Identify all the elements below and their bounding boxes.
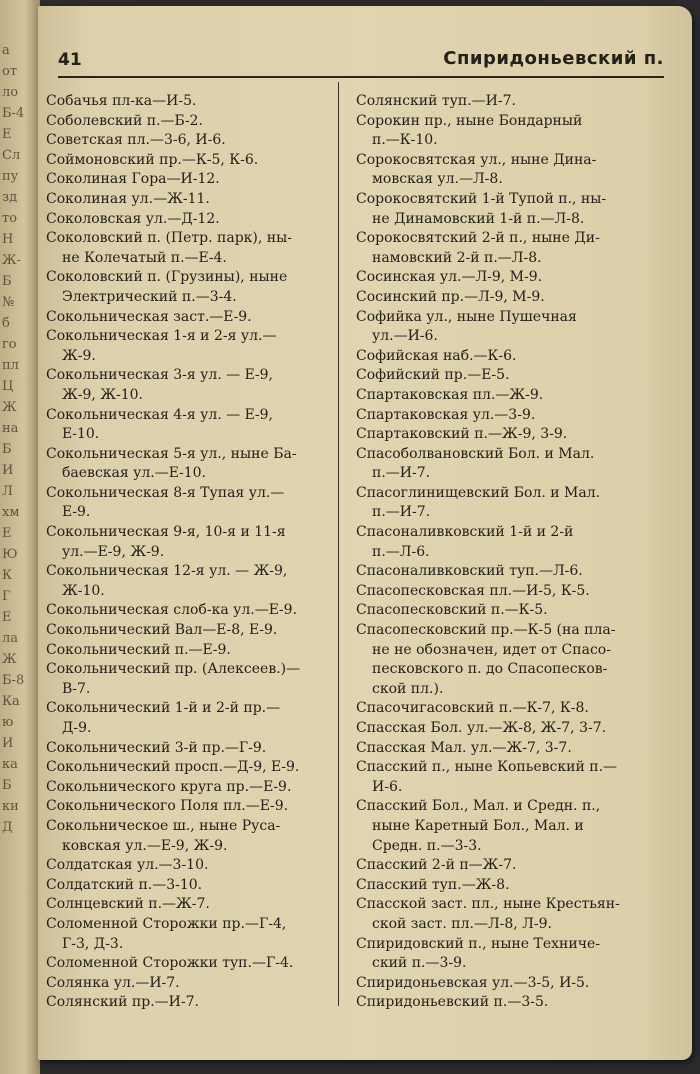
- entry-line: Солнцевский п.—Ж-7.: [46, 896, 210, 913]
- entry-continuation: песковского п. до Спасопесков-: [372, 661, 608, 678]
- entry-continuation: ныне Каретный Бол., Мал. и: [372, 817, 584, 834]
- street-entry: [356, 406, 646, 426]
- previous-page-fragment: Ц: [2, 379, 14, 394]
- previous-page-fragment: Ка: [2, 694, 20, 709]
- entry-line: Спасский 2-й п—Ж-7.: [356, 857, 517, 874]
- previous-page-fragment: на: [2, 421, 19, 436]
- previous-page-fragment: пу: [2, 169, 19, 184]
- street-entry: [46, 660, 334, 699]
- street-entry: [46, 366, 334, 405]
- entry-line: Сокольническая 4-я ул. — Е-9,: [46, 406, 273, 423]
- entry-continuation: Электрический п.—3-4.: [62, 288, 237, 305]
- entry-line: Соколовский п. (Грузины), ныне: [46, 269, 288, 286]
- entry-line: Сокольническая 8-я Тупая ул.—: [46, 484, 285, 501]
- entry-line: Софийка ул., ныне Пушечная: [356, 308, 577, 325]
- street-entry: [46, 268, 334, 307]
- entry-continuation: мовская ул.—Л-8.: [372, 171, 503, 188]
- left-column: [46, 92, 334, 1013]
- previous-page-fragment: Б: [2, 778, 12, 793]
- entry-line: Соколиная ул.—Ж-11.: [46, 190, 210, 207]
- previous-page-fragment: ка: [2, 757, 18, 772]
- street-entry: [356, 974, 646, 994]
- entry-line: Сокольническая заст.—Е-9.: [46, 308, 252, 325]
- entry-line: Сокольническая слоб-ка ул.—Е-9.: [46, 602, 298, 619]
- previous-page-edge: [0, 0, 40, 1074]
- street-entry: [356, 621, 646, 699]
- entry-line: Спасочигасовский п.—К-7, К-8.: [356, 700, 589, 717]
- street-entry: [46, 562, 334, 601]
- street-entry: [46, 778, 334, 798]
- entry-continuation: В-7.: [62, 680, 91, 697]
- entry-continuation: Ж-9, Ж-10.: [62, 386, 143, 403]
- previous-page-fragment: ки: [2, 799, 19, 814]
- directory-page: [38, 6, 692, 1060]
- entry-line: Спасский п., ныне Копьевский п.—: [356, 759, 618, 776]
- page-number: 41: [58, 50, 82, 70]
- entry-line: Сорокосвятская ул., ныне Дина-: [356, 151, 597, 168]
- entry-line: Сорокосвятский 2-й п., ныне Ди-: [356, 230, 600, 247]
- street-entry: [46, 699, 334, 738]
- street-entry: [46, 445, 334, 484]
- entry-line: Сосинская ул.—Л-9, М-9.: [356, 269, 543, 286]
- entry-line: Сокольническая 5-я ул., ныне Ба-: [46, 445, 297, 462]
- previous-page-fragment: го: [2, 337, 17, 352]
- previous-page-fragment: Сл: [2, 148, 21, 163]
- entry-line: Спиридовский п., ныне Техниче-: [356, 935, 600, 952]
- street-entry: [356, 112, 646, 151]
- previous-page-fragment: Л: [2, 484, 13, 499]
- entry-line: Солянский пр.—И-7.: [46, 994, 199, 1011]
- street-entry: [46, 170, 334, 190]
- street-entry: [356, 190, 646, 229]
- street-entry: [46, 797, 334, 817]
- street-entry: [356, 523, 646, 562]
- entry-continuation: ул.—И-6.: [372, 328, 438, 345]
- previous-page-fragment: то: [2, 211, 18, 226]
- entry-line: Сокольническая 3-я ул. — Е-9,: [46, 367, 273, 384]
- street-entry: [356, 876, 646, 896]
- street-entry: [46, 856, 334, 876]
- street-entry: [356, 445, 646, 484]
- entry-line: Сокольнический просп.—Д-9, Е-9.: [46, 759, 300, 776]
- street-entry: [46, 406, 334, 445]
- entry-continuation: ской пл.).: [372, 680, 444, 697]
- entry-line: Софийская наб.—К-6.: [356, 347, 517, 364]
- previous-page-fragment: Б-8: [2, 673, 25, 688]
- previous-page-fragment: Д: [2, 820, 13, 835]
- entry-continuation: п.—Л-6.: [372, 543, 430, 560]
- previous-page-fragment: Е: [2, 127, 12, 142]
- running-head: Спиридоньевский п.: [443, 48, 664, 69]
- street-entry: [46, 601, 334, 621]
- entry-line: Сорокин пр., ныне Бондарный: [356, 112, 583, 129]
- street-entry: [356, 935, 646, 974]
- street-entry: [356, 739, 646, 759]
- street-entry: [46, 621, 334, 641]
- entry-line: Собачья пл-ка—И-5.: [46, 93, 197, 109]
- street-entry: [46, 308, 334, 328]
- entry-continuation: ковская ул.—Е-9, Ж-9.: [62, 837, 228, 854]
- page-header: [58, 48, 664, 76]
- street-entry: [46, 210, 334, 230]
- entry-continuation: Е-10.: [62, 426, 100, 443]
- entry-line: Соколовский п. (Петр. парк), ны-: [46, 230, 292, 247]
- entry-line: Софийский пр.—Е-5.: [356, 367, 510, 384]
- previous-page-fragment: а: [2, 43, 10, 58]
- entry-continuation: намовский 2-й п.—Л-8.: [372, 249, 542, 266]
- street-entry: [46, 229, 334, 268]
- entry-continuation: п.—И-7.: [372, 504, 431, 521]
- previous-page-fragment: хм: [2, 505, 20, 520]
- previous-page-fragment: Ж: [2, 652, 17, 667]
- street-entry: [46, 954, 334, 974]
- entry-continuation: не не обозначен, идет от Спасо-: [372, 641, 611, 658]
- previous-page-fragment: И: [2, 463, 14, 478]
- street-entry: [46, 112, 334, 132]
- entry-line: Сокольническая 1-я и 2-я ул.—: [46, 328, 277, 345]
- street-entry: [356, 92, 646, 112]
- previous-page-fragment: Б: [2, 274, 12, 289]
- entry-continuation: не Динамовский 1-й п.—Л-8.: [372, 210, 585, 227]
- column-divider: [338, 82, 339, 1006]
- street-entry: [46, 895, 334, 915]
- entry-line: Соломенной Сторожки туп.—Г-4.: [46, 955, 294, 972]
- previous-page-fragment: Б-4: [2, 106, 25, 121]
- previous-page-fragment: Ж-: [2, 253, 21, 268]
- street-entry: [46, 915, 334, 954]
- entry-line: Сокольнический 1-й и 2-й пр.—: [46, 700, 281, 717]
- street-entry: [46, 327, 334, 366]
- previous-page-fragment: Н: [2, 232, 14, 247]
- entry-continuation: баевская ул.—Е-10.: [62, 465, 206, 482]
- street-entry: [356, 347, 646, 367]
- entry-line: Спасопесковский пр.—К-5 (на пла-: [356, 622, 616, 639]
- street-entry: [356, 308, 646, 347]
- entry-line: Спасский туп.—Ж-8.: [356, 876, 510, 893]
- street-entry: [46, 974, 334, 994]
- entry-line: Соломенной Сторожки пр.—Г-4,: [46, 915, 287, 932]
- entry-line: Сокольнический пр. (Алексеев.)—: [46, 661, 301, 678]
- entry-line: Спартаковский п.—Ж-9, 3-9.: [356, 426, 568, 443]
- entry-line: Советская пл.—3-6, И-6.: [46, 132, 226, 149]
- street-entry: [356, 425, 646, 445]
- street-entry: [356, 895, 646, 934]
- entry-line: Спасопесковский п.—К-5.: [356, 602, 548, 619]
- street-entry: [356, 562, 646, 582]
- previous-page-fragment: от: [2, 64, 18, 79]
- previous-page-fragment: К: [2, 568, 13, 583]
- street-entry: [46, 190, 334, 210]
- previous-page-fragment: ло: [2, 85, 19, 100]
- street-entry: [46, 484, 334, 523]
- street-entry: [46, 523, 334, 562]
- entry-continuation: Средн. п.—3-3.: [372, 837, 482, 854]
- entry-line: Сокольническое ш., ныне Руса-: [46, 817, 281, 834]
- previous-page-fragment: пл: [2, 358, 19, 373]
- street-entry: [356, 797, 646, 856]
- street-entry: [356, 268, 646, 288]
- street-entry: [356, 151, 646, 190]
- street-entry: [46, 641, 334, 661]
- street-entry: [356, 582, 646, 602]
- street-entry: [356, 856, 646, 876]
- entry-line: Сосинский пр.—Л-9, М-9.: [356, 288, 545, 305]
- entry-line: Спартаковская ул.—3-9.: [356, 406, 536, 423]
- previous-page-fragment: Е: [2, 526, 12, 541]
- street-entry: [46, 131, 334, 151]
- entry-continuation: не Колечатый п.—Е-4.: [62, 249, 227, 266]
- previous-page-fragment: №: [2, 295, 15, 310]
- entry-line: Спасоналивковский туп.—Л-6.: [356, 563, 583, 580]
- previous-page-text: [2, 40, 36, 838]
- entry-continuation: Ж-9.: [62, 347, 96, 364]
- entry-continuation: ский п.—3-9.: [372, 955, 467, 972]
- entry-line: Сокольнический п.—Е-9.: [46, 641, 231, 658]
- entry-continuation: п.—И-7.: [372, 465, 431, 482]
- entry-line: Спасоглинищевский Бол. и Мал.: [356, 484, 601, 501]
- previous-page-fragment: Е: [2, 610, 12, 625]
- entry-line: Соколовская ул.—Д-12.: [46, 210, 220, 227]
- entry-line: Солянка ул.—И-7.: [46, 974, 180, 991]
- header-rule: [58, 76, 664, 78]
- entry-line: Соймоновский пр.—К-5, К-6.: [46, 151, 259, 168]
- street-entry: [356, 699, 646, 719]
- entry-line: Спасская Мал. ул.—Ж-7, 3-7.: [356, 739, 572, 756]
- street-entry: [356, 229, 646, 268]
- previous-page-fragment: зд: [2, 190, 18, 205]
- entry-line: Сокольнического круга пр.—Е-9.: [46, 778, 292, 795]
- street-entry: [46, 151, 334, 171]
- previous-page-fragment: И: [2, 736, 14, 751]
- street-entry: [356, 993, 646, 1013]
- right-column: [356, 92, 646, 1013]
- street-entry: [356, 719, 646, 739]
- entry-line: Спартаковская пл.—Ж-9.: [356, 386, 544, 403]
- entry-line: Спасская Бол. ул.—Ж-8, Ж-7, 3-7.: [356, 720, 607, 736]
- entry-line: Спасский Бол., Мал. и Средн. п.,: [356, 798, 601, 815]
- previous-page-fragment: б: [2, 316, 10, 331]
- entry-line: Сокольнический 3-й пр.—Г-9.: [46, 739, 267, 756]
- entry-continuation: ул.—Е-9, Ж-9.: [62, 543, 165, 560]
- previous-page-fragment: Г: [2, 589, 11, 604]
- entry-line: Спиридоньевский п.—3-5.: [356, 994, 549, 1011]
- previous-page-fragment: Б: [2, 442, 12, 457]
- street-entry: [356, 758, 646, 797]
- entry-line: Спасопесковская пл.—И-5, К-5.: [356, 582, 590, 599]
- previous-page-fragment: Ж: [2, 400, 17, 415]
- entry-continuation: Ж-10.: [62, 582, 105, 599]
- previous-page-fragment: ю: [2, 715, 14, 730]
- entry-line: Спасоналивковский 1-й и 2-й: [356, 524, 574, 541]
- entry-line: Соколиная Гора—И-12.: [46, 171, 220, 188]
- street-entry: [46, 876, 334, 896]
- entry-line: Солдатский п.—3-10.: [46, 876, 203, 893]
- street-entry: [356, 484, 646, 523]
- previous-page-fragment: Ю: [2, 547, 18, 562]
- entry-continuation: Е-9.: [62, 504, 91, 521]
- street-entry: [356, 386, 646, 406]
- entry-line: Сокольническая 9-я, 10-я и 11-я: [46, 524, 286, 541]
- entry-line: Солянский туп.—И-7.: [356, 93, 516, 109]
- entry-line: Соболевский п.—Б-2.: [46, 112, 203, 129]
- entry-continuation: Г-3, Д-3.: [62, 935, 124, 952]
- street-entry: [46, 993, 334, 1013]
- entry-continuation: И-6.: [372, 778, 403, 795]
- street-entry: [356, 366, 646, 386]
- street-entry: [46, 817, 334, 856]
- entry-continuation: п.—К-10.: [372, 132, 438, 149]
- street-entry: [356, 288, 646, 308]
- street-entry: [356, 601, 646, 621]
- previous-page-fragment: ла: [2, 631, 19, 646]
- entry-continuation: ской заст. пл.—Л-8, Л-9.: [372, 915, 552, 932]
- entry-line: Спасоболвановский Бол. и Мал.: [356, 445, 595, 462]
- entry-line: Спасской заст. пл., ныне Крестьян-: [356, 896, 620, 913]
- entry-line: Сокольническая 12-я ул. — Ж-9,: [46, 563, 288, 580]
- entry-line: Сокольнического Поля пл.—Е-9.: [46, 798, 289, 815]
- entry-line: Спиридоньевская ул.—3-5, И-5.: [356, 974, 590, 991]
- entry-line: Солдатская ул.—3-10.: [46, 857, 209, 874]
- street-entry: [46, 92, 334, 112]
- entry-continuation: Д-9.: [62, 720, 92, 736]
- entry-line: Сокольнический Вал—Е-8, Е-9.: [46, 622, 278, 639]
- street-entry: [46, 739, 334, 759]
- entry-line: Сорокосвятский 1-й Тупой п., ны-: [356, 190, 607, 207]
- street-entry: [46, 758, 334, 778]
